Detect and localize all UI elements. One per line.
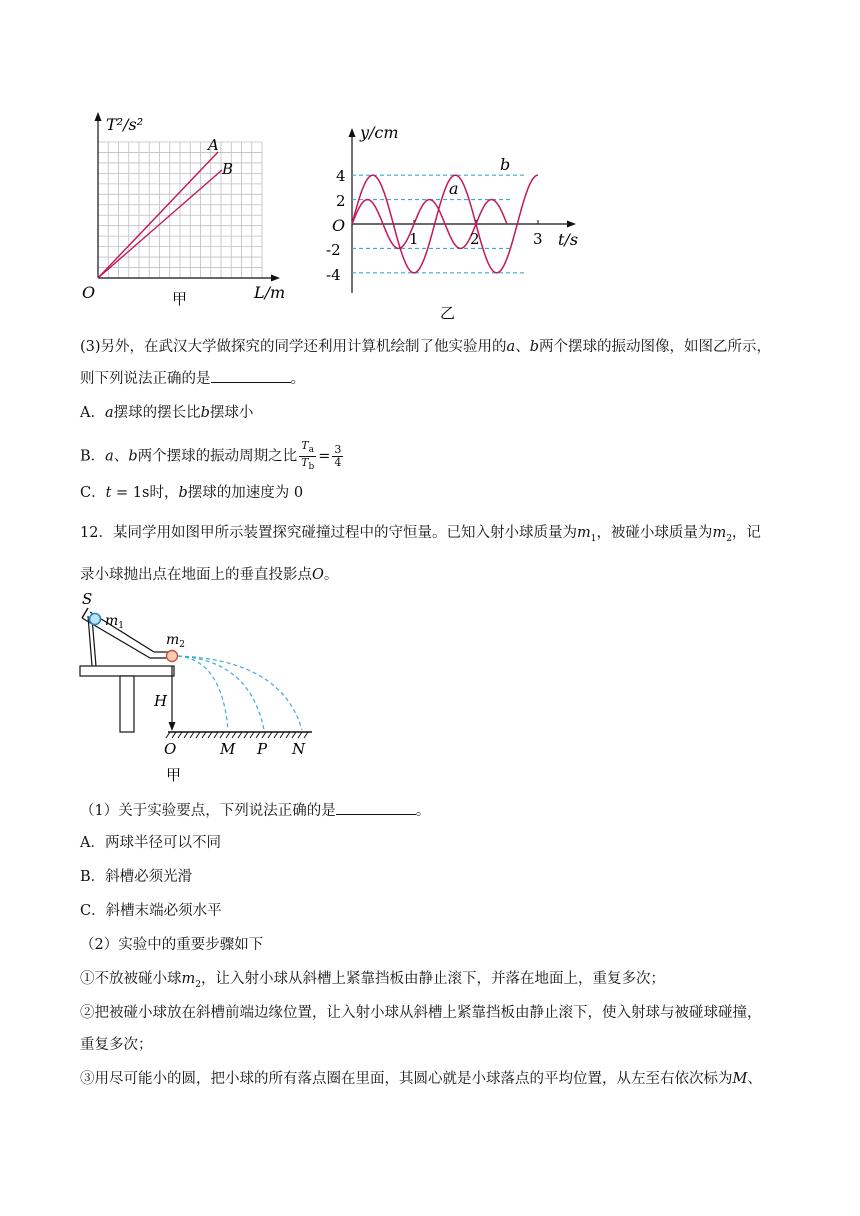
q12-part1-option-c: C．斜槽末端必须水平 [80,903,222,919]
x-axis-arrow [567,221,576,228]
x-tick-1: 1 [409,230,419,248]
q3-option-c: C．t = 1s时，b摆球的加速度为 0 [80,485,304,501]
q12-part1-stem: （1）关于实验要点，下列说法正确的是 。 [80,800,430,822]
line-b-label: B [222,160,234,178]
height-arrow [169,722,176,731]
ground-hatch [166,732,308,738]
hatch-mark [208,732,212,738]
q3-option-b: B．a、b两个摆球的振动周期之比 $\frac{T_a}{T_b}$ = $\frac{3}{4}$ [80,439,342,473]
y-tick-neg4: -4 [326,266,341,284]
hatch-mark [214,732,218,738]
q12-part1-option-b: B．斜槽必须光滑 [80,869,193,885]
figure-yi [322,118,592,323]
line-b [98,170,222,278]
stopper [82,608,88,618]
hatch-mark [250,732,254,738]
ratio-fraction: $\frac{3}{4}$ [334,443,342,470]
line-a-label: A [208,136,219,154]
x-axis-label: L/m [254,283,286,302]
q12-step2: ②把被碰小球放在斜槽前端边缘位置，让入射小球从斜槽上紧靠挡板由静止滚下，使入射球与被碰球碰撞， [80,1005,762,1021]
hatch-mark [304,732,308,738]
q12-step3: ③用尽可能小的圆，把小球的所有落点圈在里面，其圆心就是小球落点的平均位置，从左至右依次标为M、 [80,1071,762,1087]
trajectory-p [178,656,264,730]
grid [98,142,262,278]
hatch-mark [268,732,272,738]
figure-jia [78,108,308,308]
trajectory-n [178,656,302,730]
label-h: H [154,692,168,710]
answer-blank[interactable] [336,800,416,815]
period-fraction: $\frac{T_a}{T_b}$ [301,439,315,473]
hatch-mark [172,732,176,738]
origin-label: O [82,283,96,302]
q12-stem-line1: 12．某同学用如图甲所示装置探究碰撞过程中的守恒量。已知入射小球质量为$m_1$，被碰小球质量为$m_2$，记 [80,525,761,544]
hatch-mark [292,732,296,738]
x-axis-label: t/s [558,230,579,249]
origin-label: O [332,216,346,235]
y-axis-label: y/cm [360,123,399,142]
answer-blank[interactable] [211,368,291,383]
q3-option-a: A．a摆球的摆长比b摆球小 [80,405,254,421]
curve-b-label: b [500,155,511,174]
label-m: M [220,740,236,758]
figure-caption: 甲 [172,290,188,308]
curve-a-label: a [449,179,459,198]
x-tick-2: 2 [470,230,480,248]
hatch-mark [196,732,200,738]
q12-step2-cont: 重复多次； [80,1037,153,1053]
hatch-mark [232,732,236,738]
q3-stem-line1: (3)另外，在武汉大学做探究的同学还利用计算机绘制了他实验用的a、b两个摆球的振动图像，如图乙所示， [80,339,771,355]
hatch-mark [256,732,260,738]
q12-stem-line2: 录小球抛出点在地面上的垂直投影点O。 [80,567,339,583]
y-tick-neg2: -2 [326,241,341,259]
q12-part2-stem: （2）实验中的重要步骤如下 [80,937,264,953]
label-p: P [257,740,268,758]
label-s: S [82,590,93,608]
hatch-mark [244,732,248,738]
x-axis-arrow [271,275,280,282]
hatch-mark [262,732,266,738]
figure-caption: 甲 [166,766,182,784]
hatch-mark [280,732,284,738]
hatch-mark [178,732,182,738]
y-axis-arrow [95,112,102,121]
ball-m2 [167,651,178,662]
hatch-mark [190,732,194,738]
hatch-mark [286,732,290,738]
hatch-mark [184,732,188,738]
label-o: O [164,740,177,758]
q12-step1: ①不放被碰小球$m_2$，让入射小球从斜槽上紧靠挡板由静止滚下，并落在地面上，重复多次； [80,971,665,990]
q3-stem-line2: 则下列说法正确的是 。 [80,368,305,390]
label-m1: $m_1$ [105,613,125,631]
y-tick-2: 2 [336,192,346,210]
table-top [80,666,174,676]
y-tick-4: 4 [336,167,346,185]
y-axis-label: T²/s² [106,115,144,134]
y-axis-arrow [349,128,356,137]
hatch-mark [220,732,224,738]
table-leg [120,676,134,732]
label-n: N [292,740,306,758]
figure-apparatus [74,590,324,786]
hatch-mark [202,732,206,738]
label-m2: $m_2$ [166,632,186,650]
q12-part1-option-a: A．两球半径可以不同 [80,835,221,851]
hatch-mark [274,732,278,738]
hatch-mark [238,732,242,738]
ball-m1 [90,614,101,625]
hatch-mark [298,732,302,738]
hatch-mark [166,732,170,738]
x-tick-3: 3 [533,230,543,248]
figure-caption: 乙 [440,304,456,322]
hatch-mark [226,732,230,738]
